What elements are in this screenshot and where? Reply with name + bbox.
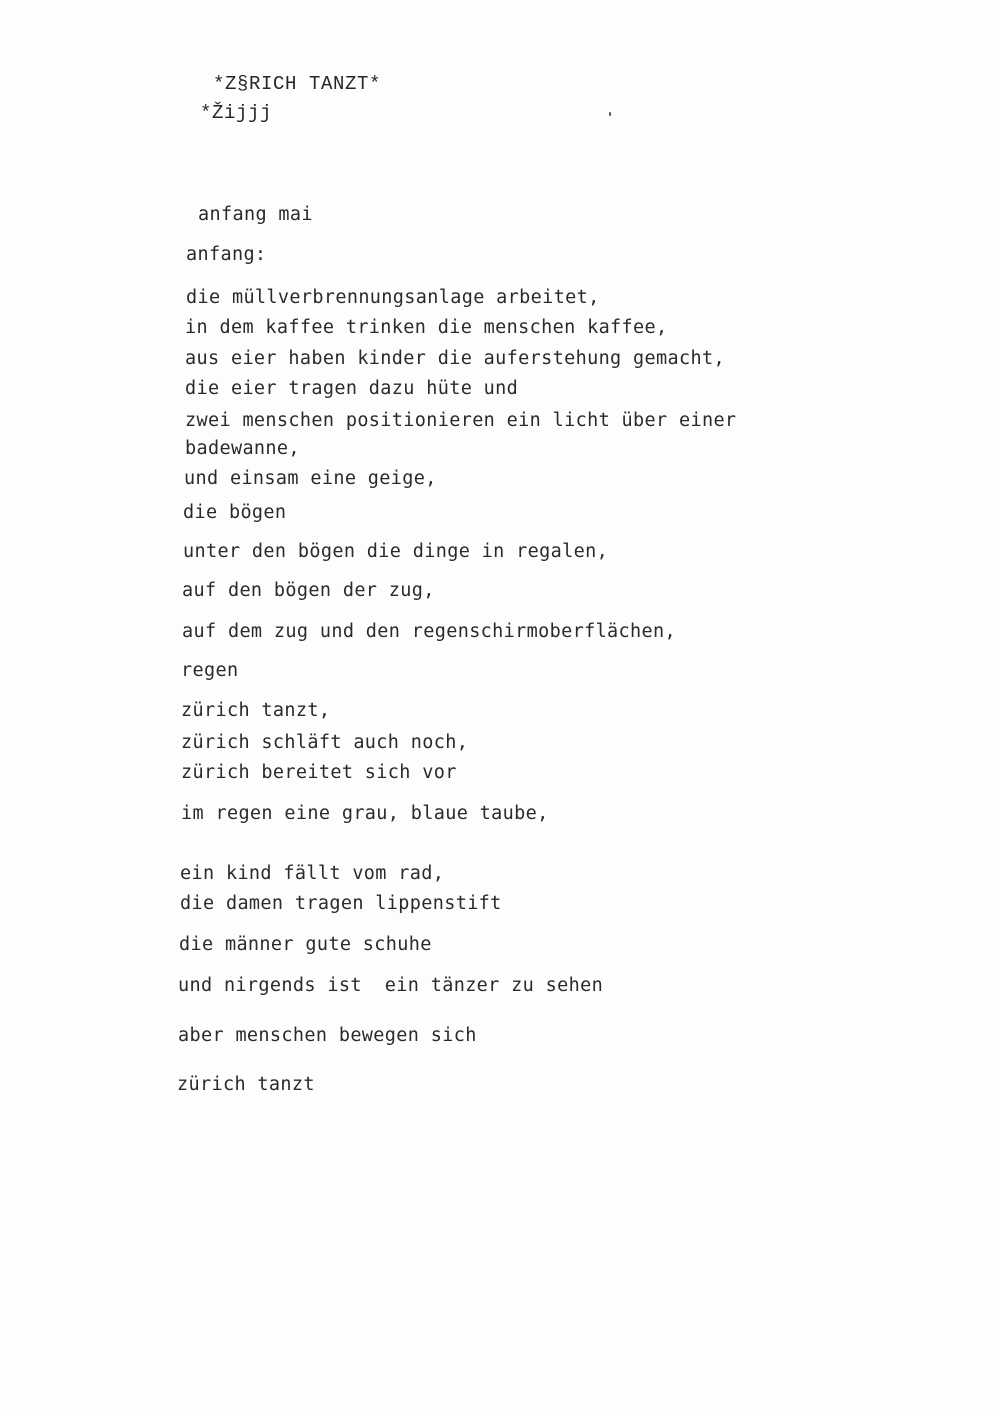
poem-line: die männer gute schuhe	[179, 934, 432, 955]
poem-line: unter den bögen die dinge in regalen,	[183, 541, 609, 562]
poem-line: auf den bögen der zug,	[182, 580, 435, 601]
poem-line: zürich schläft auch noch,	[181, 732, 469, 753]
poem-line: aus eier haben kinder die auferstehung gemacht,	[185, 348, 725, 369]
poem-line: zürich tanzt	[177, 1074, 315, 1095]
poem-line: badewanne,	[185, 438, 300, 459]
poem-line: zürich bereitet sich vor	[181, 762, 457, 783]
poem-line: im regen eine grau, blaue taube,	[181, 803, 549, 824]
poem-line: und nirgends ist ein tänzer zu sehen	[178, 975, 604, 996]
ink-speck	[609, 112, 611, 116]
overstrike-line: *Žijjj	[200, 102, 273, 124]
poem-line: ein kind fällt vom rad,	[180, 863, 445, 884]
poem-line: die bögen	[183, 502, 287, 523]
poem-line: zürich tanzt,	[181, 700, 331, 721]
poem-line: anfang:	[186, 244, 267, 265]
poem-line: anfang mai	[198, 204, 313, 225]
poem-line: die müllverbrennungsanlage arbeitet,	[186, 287, 600, 308]
poem-line: in dem kaffee trinken die menschen kaffee,	[185, 317, 668, 338]
poem-line: die damen tragen lippenstift	[180, 893, 502, 914]
poem-line: und einsam eine geige,	[184, 468, 437, 489]
poem-line: regen	[181, 660, 239, 681]
poem-line: zwei menschen positionieren ein licht über einer	[185, 410, 737, 431]
poem-line: auf dem zug und den regenschirmoberflächen,	[182, 621, 676, 642]
poem-line: die eier tragen dazu hüte und	[185, 378, 519, 399]
poem-line: aber menschen bewegen sich	[178, 1025, 477, 1046]
poem-title: *Z§RICH TANZT*	[213, 73, 382, 95]
